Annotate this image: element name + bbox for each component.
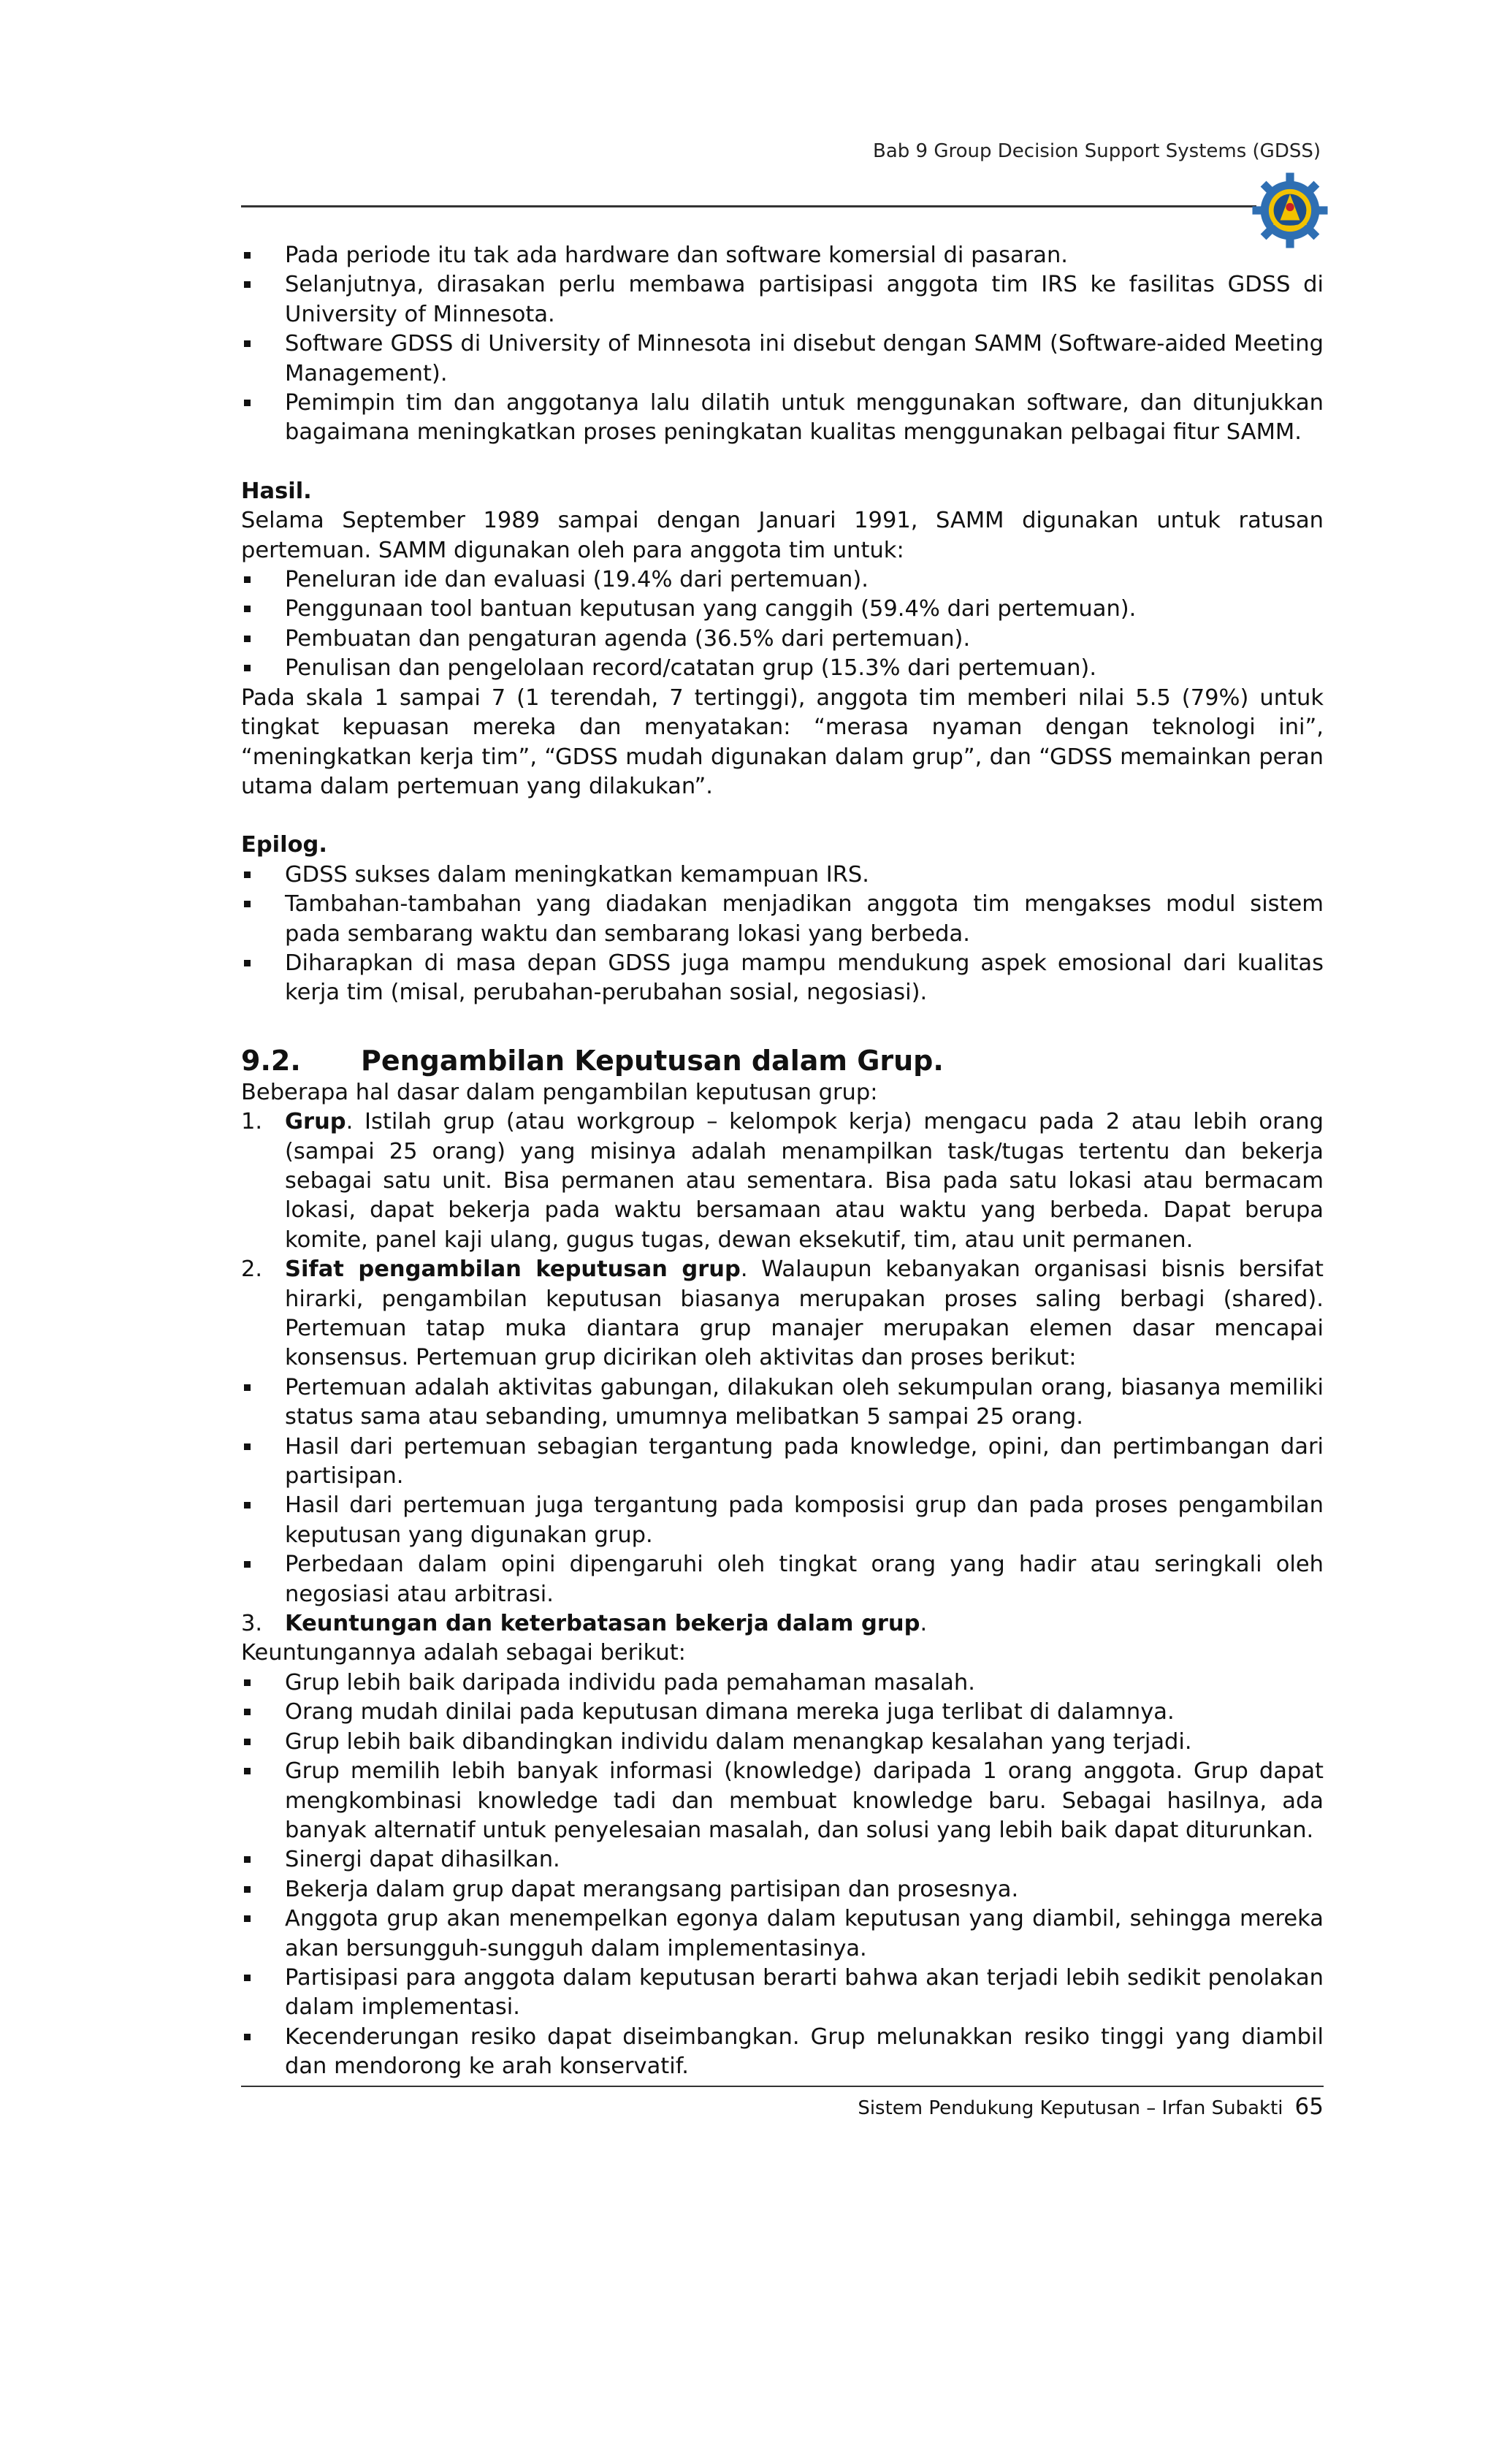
list-item: Bekerja dalam grup dapat merangsang partisipan dan prosesnya.: [241, 1875, 1324, 1904]
item-term: Sifat pengambilan keputusan grup: [285, 1256, 741, 1283]
hasil-intro: Selama September 1989 sampai dengan Januari 1991, SAMM digunakan untuk ratusan pertemuan. SAMM digunakan oleh para anggota tim untuk:: [241, 508, 1324, 563]
hasil-bullet-list: [241, 565, 1324, 684]
footer-title: Sistem Pendukung Keputusan – Irfan Subakti: [858, 2097, 1283, 2119]
institution-gear-logo-icon: [1249, 169, 1331, 251]
section-number: 9.2.: [241, 1044, 301, 1077]
list-item: Penggunaan tool bantuan keputusan yang canggih (59.4% dari pertemuan).: [241, 595, 1324, 624]
list-item: Penulisan dan pengelolaan record/catatan grup (15.3% dari pertemuan).: [241, 654, 1324, 683]
item-number: 2.: [241, 1256, 263, 1283]
item-text: . Istilah grup (atau workgroup – kelompok kerja) mengacu pada 2 atau lebih orang (sampai 25 orang) yang misinya adalah menampilkan task/tugas tertentu dan bekerja sebagai satu unit. Bisa permanen atau sementara. Bisa pada satu lokasi atau bermacam lokasi, dapat bekerja pada waktu bersamaan atau waktu yang berbeda. Dapat berupa komite, panel kaji ulang, gugus tugas, dewan eksekutif, tim, atau unit permanen.: [285, 1109, 1324, 1253]
hasil-heading: Hasil.: [241, 478, 312, 504]
item-term: Grup: [285, 1109, 346, 1135]
numbered-item-grup: [241, 1107, 1324, 1255]
intro-bullet-list: [241, 241, 1324, 448]
epilog-heading: Epilog.: [241, 832, 327, 858]
list-item: Selanjutnya, dirasakan perlu membawa partisipasi anggota tim IRS ke fasilitas GDSS di University of Minnesota.: [241, 270, 1324, 329]
advantages-intro: Keuntungannya adalah sebagai berikut:: [241, 1640, 686, 1666]
list-item: Pada periode itu tak ada hardware dan software komersial di pasaran.: [241, 241, 1324, 270]
list-item: Orang mudah dinilai pada keputusan dimana mereka juga terlibat di dalamnya.: [241, 1698, 1324, 1727]
section-heading: [241, 1043, 1324, 1078]
list-item: Grup lebih baik daripada individu pada pemahaman masalah.: [241, 1668, 1324, 1698]
item-text: .: [920, 1611, 928, 1637]
list-item: Grup memilih lebih banyak informasi (knowledge) daripada 1 orang anggota. Grup dapat mengkombinasi knowledge tadi dan membuat knowledge baru. Sebagai hasilnya, ada banyak alternatif untuk penyelesaian masalah, dan solusi yang lebih baik dapat diturunkan.: [241, 1757, 1324, 1845]
document-body: [241, 241, 1324, 2082]
list-item: Pemimpin tim dan anggotanya lalu dilatih untuk menggunakan software, dan ditunjukkan bagaimana meningkatkan proses peningkatan kualitas menggunakan pelbagai fitur SAMM.: [241, 389, 1324, 448]
numbered-item-keuntungan: [241, 1609, 1324, 1639]
list-item: Anggota grup akan menempelkan egonya dalam keputusan yang diambil, sehingga mereka akan bersungguh-sungguh dalam implementasinya.: [241, 1904, 1324, 1964]
page-footer: [858, 2094, 1324, 2120]
numbered-item-sifat: [241, 1255, 1324, 1373]
list-item: Pembuatan dan pengaturan agenda (36.5% dari pertemuan).: [241, 625, 1324, 654]
list-item: Hasil dari pertemuan sebagian tergantung pada knowledge, opini, dan pertimbangan dari partisipan.: [241, 1433, 1324, 1492]
running-header-title: Bab 9 Group Decision Support Systems (GDSS): [873, 140, 1321, 162]
advantages-list: [241, 1668, 1324, 2082]
list-item: Hasil dari pertemuan juga tergantung pada komposisi grup dan pada proses pengambilan keputusan yang digunakan grup.: [241, 1491, 1324, 1550]
epilog-bullet-list: [241, 861, 1324, 1008]
footer-rule: [241, 2086, 1324, 2087]
section-intro: Beberapa hal dasar dalam pengambilan keputusan grup:: [241, 1079, 878, 1105]
list-item: Software GDSS di University of Minnesota ini disebut dengan SAMM (Software-aided Meeting Management).: [241, 329, 1324, 389]
list-item: Peneluran ide dan evaluasi (19.4% dari pertemuan).: [241, 565, 1324, 595]
header-rule: [241, 205, 1256, 207]
list-item: Tambahan-tambahan yang diadakan menjadikan anggota tim mengakses modul sistem pada sembarang waktu dan sembarang lokasi yang berbeda.: [241, 890, 1324, 949]
list-item: Kecenderungan resiko dapat diseimbangkan. Grup melunakkan resiko tinggi yang diambil dan mendorong ke arah konservatif.: [241, 2023, 1324, 2082]
list-item: Pertemuan adalah aktivitas gabungan, dilakukan oleh sekumpulan orang, biasanya memiliki status sama atau sebanding, umumnya melibatkan 5 sampai 25 orang.: [241, 1373, 1324, 1433]
list-item: GDSS sukses dalam meningkatkan kemampuan IRS.: [241, 861, 1324, 890]
list-item: Grup lebih baik dibandingkan individu dalam menangkap kesalahan yang terjadi.: [241, 1728, 1324, 1757]
section-title: Pengambilan Keputusan dalam Grup.: [361, 1044, 944, 1077]
meeting-characteristics-list: [241, 1373, 1324, 1609]
item-number: 1.: [241, 1109, 263, 1135]
page-number: 65: [1294, 2094, 1324, 2120]
list-item: Perbedaan dalam opini dipengaruhi oleh tingkat orang yang hadir atau seringkali oleh negosiasi atau arbitrasi.: [241, 1550, 1324, 1609]
list-item: Partisipasi para anggota dalam keputusan berarti bahwa akan terjadi lebih sedikit penolakan dalam implementasi.: [241, 1964, 1324, 2023]
list-item: Diharapkan di masa depan GDSS juga mampu mendukung aspek emosional dari kualitas kerja tim (misal, perubahan-perubahan sosial, negosiasi).: [241, 949, 1324, 1008]
list-item: Sinergi dapat dihasilkan.: [241, 1845, 1324, 1874]
item-term: Keuntungan dan keterbatasan bekerja dalam grup: [285, 1611, 920, 1637]
item-number: 3.: [241, 1611, 263, 1637]
numbered-list: [241, 1107, 1324, 1373]
numbered-list-continued: [241, 1609, 1324, 1639]
hasil-closing: Pada skala 1 sampai 7 (1 terendah, 7 tertinggi), anggota tim memberi nilai 5.5 (79%) untuk tingkat kepuasan mereka dan menyatakan: “merasa nyaman dengan teknologi ini”, “meningkatkan kerja tim”, “GDSS mudah digunakan dalam grup”, dan “GDSS memainkan peran utama dalam pertemuan yang dilakukan”.: [241, 684, 1324, 799]
item-text: . Walaupun kebanyakan organisasi bisnis bersifat hirarki, pengambilan keputusan biasanya merupakan proses saling berbagi (shared). Pertemuan tatap muka diantara grup manajer merupakan elemen dasar mencapai konsensus. Pertemuan grup dicirikan oleh aktivitas dan proses berikut:: [285, 1256, 1324, 1371]
